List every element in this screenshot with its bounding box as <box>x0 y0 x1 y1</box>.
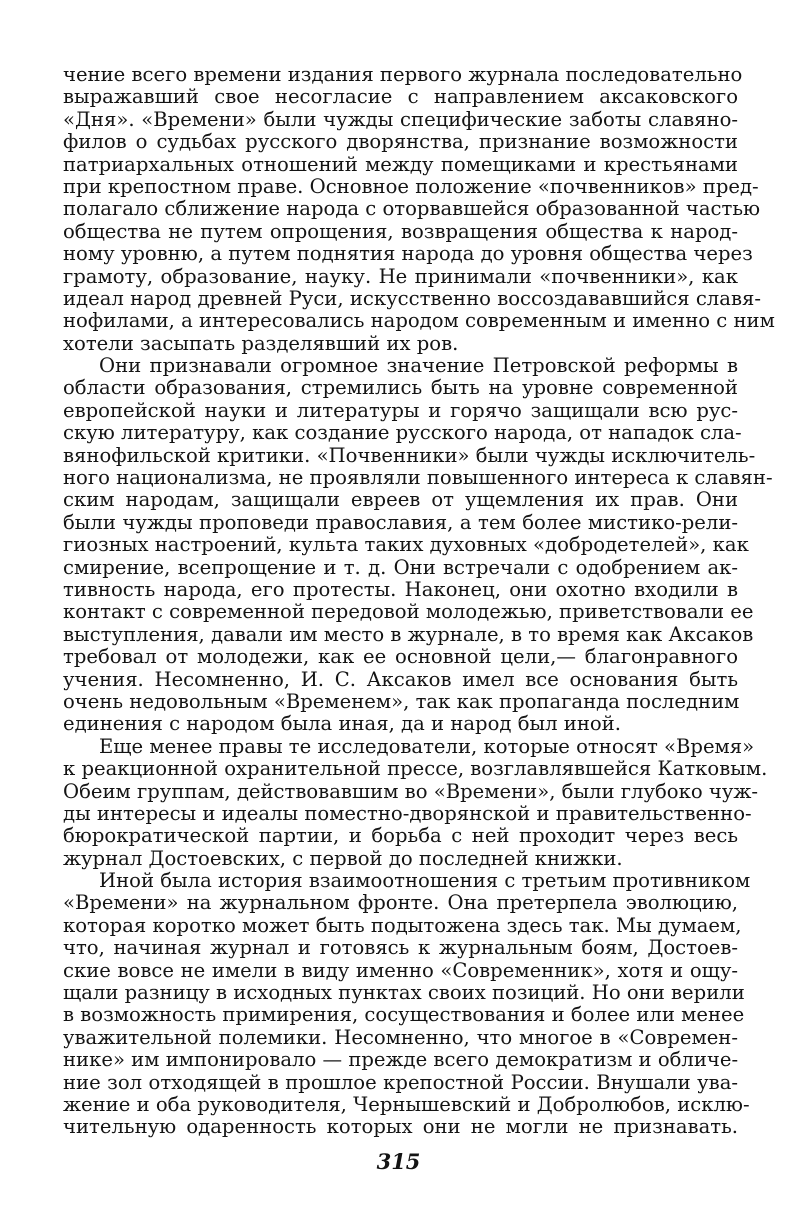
text-line: ды интересы и идеалы поместно-дворянской и правительственно- <box>63 801 752 825</box>
text-line: Иной была история взаимоотношения с третьим противником <box>99 869 751 893</box>
text-line: при крепостном праве. Основное положение «почвенников» пред- <box>63 174 759 198</box>
text-line: что, начиная журнал и готовясь к журнальным боям, Достоев- <box>63 936 738 960</box>
text-line: общества не путем опрощения, возвращения общества к народ- <box>63 219 738 243</box>
text-line: вянофильской критики. «Почвенники» были чужды исключитель- <box>63 443 756 467</box>
text-line: чение всего времени издания первого журнала последовательно <box>63 63 743 86</box>
text-line: к реакционной охранительной прессе, возглавлявшейся Катковым. <box>63 757 768 781</box>
text-line: единения с народом была иная, да и народ был иной. <box>63 712 621 736</box>
text-line: ские вовсе не имели в виду именно «Современник», хотя и ощу- <box>63 958 738 982</box>
text-line: области образования, стремились быть на уровне современной <box>63 376 738 400</box>
text-line: ским народам, защищали евреев от ущемления их прав. Они <box>63 488 738 512</box>
text-line: идеал народ древней Руси, искусственно воссоздававшийся славя- <box>63 286 761 310</box>
text-line: филов о судьбах русского дворянства, признание возможности <box>63 130 738 154</box>
text-line: патриархальных отношений между помещиками и крестьянами <box>63 152 738 176</box>
text-line: ному уровню, а путем поднятия народа до уровня общества через <box>63 242 753 266</box>
text-line: щали разницу в исходных пунктах своих позиций. Но они верили <box>63 981 745 1005</box>
text-line: нике» им импонировало — прежде всего демократизм и обличе- <box>63 1048 739 1072</box>
text-line: тивность народа, его протесты. Наконец, они охотно входили в <box>63 577 738 601</box>
text-line: бюрократической партии, и борьба с ней проходит через весь <box>63 824 738 848</box>
page-number: 315 <box>376 1149 421 1174</box>
text-line: полагало сближение народа с оторвавшейся образованной частью <box>63 197 761 221</box>
page-body <box>63 63 775 1139</box>
text-line: учения. Несомненно, И. С. Аксаков имел все основания быть <box>63 667 738 691</box>
text-line: гиозных настроений, культа таких духовных «добродетелей», как <box>63 533 749 557</box>
text-line: хотели засыпать разделявший их ров. <box>63 331 459 355</box>
text-line: грамоту, образование, науку. Не принимали «почвенники», как <box>63 264 738 288</box>
text-line: были чужды проповеди православия, а тем более мистико-рели- <box>63 510 738 534</box>
text-line: европейской науки и литературы и горячо защищали всю рус- <box>63 398 738 422</box>
text-line: жение и оба руководителя, Чернышевский и Добролюбов, исклю- <box>63 1092 750 1116</box>
text-line: нофилами, а интересовались народом современным и именно с ним <box>63 309 775 333</box>
text-line: в возможность примирения, сосуществования и более или менее <box>63 1003 745 1027</box>
text-line: журнал Достоевских, с первой до последней книжки. <box>63 846 623 870</box>
text-line: Они признавали огромное значение Петровской реформы в <box>99 354 738 378</box>
text-line: Обеим группам, действовавшим во «Времени», были глубоко чуж- <box>63 779 759 803</box>
text-line: требовал от молодежи, как ее основной цели,— благонравного <box>63 645 738 669</box>
text-line: смирение, всепрощение и т. д. Они встречали с одобрением ак- <box>63 555 738 579</box>
text-line: ние зол отходящей в прошлое крепостной России. Внушали ува- <box>63 1070 738 1094</box>
text-line: уважительной полемики. Несомненно, что многое в «Современ- <box>63 1025 738 1049</box>
text-line: скую литературу, как создание русского народа, от нападок сла- <box>63 421 742 445</box>
text-line: ного национализма, не проявляли повышенного интереса к славян- <box>63 466 773 490</box>
text-line: которая коротко может быть подытожена здесь так. Мы думаем, <box>63 913 742 937</box>
text-line: «Времени» на журнальном фронте. Она претерпела эволюцию, <box>63 891 738 915</box>
text-line: «Дня». «Времени» были чужды специфические заботы славяно- <box>63 107 738 131</box>
text-line: выражавший свое несогласие с направлением аксаковского <box>63 85 738 109</box>
text-line: чительную одаренность которых они не могли не признавать. <box>63 1115 738 1139</box>
text-line: выступления, давали им место в журнале, в то время как Аксаков <box>63 622 754 646</box>
text-line: очень недовольным «Временем», так как пропаганда последним <box>63 689 740 713</box>
text-line: Еще менее правы те исследователи, которые относят «Время» <box>99 734 755 758</box>
text-line: контакт с современной передовой молодежью, приветствовали ее <box>63 600 754 624</box>
